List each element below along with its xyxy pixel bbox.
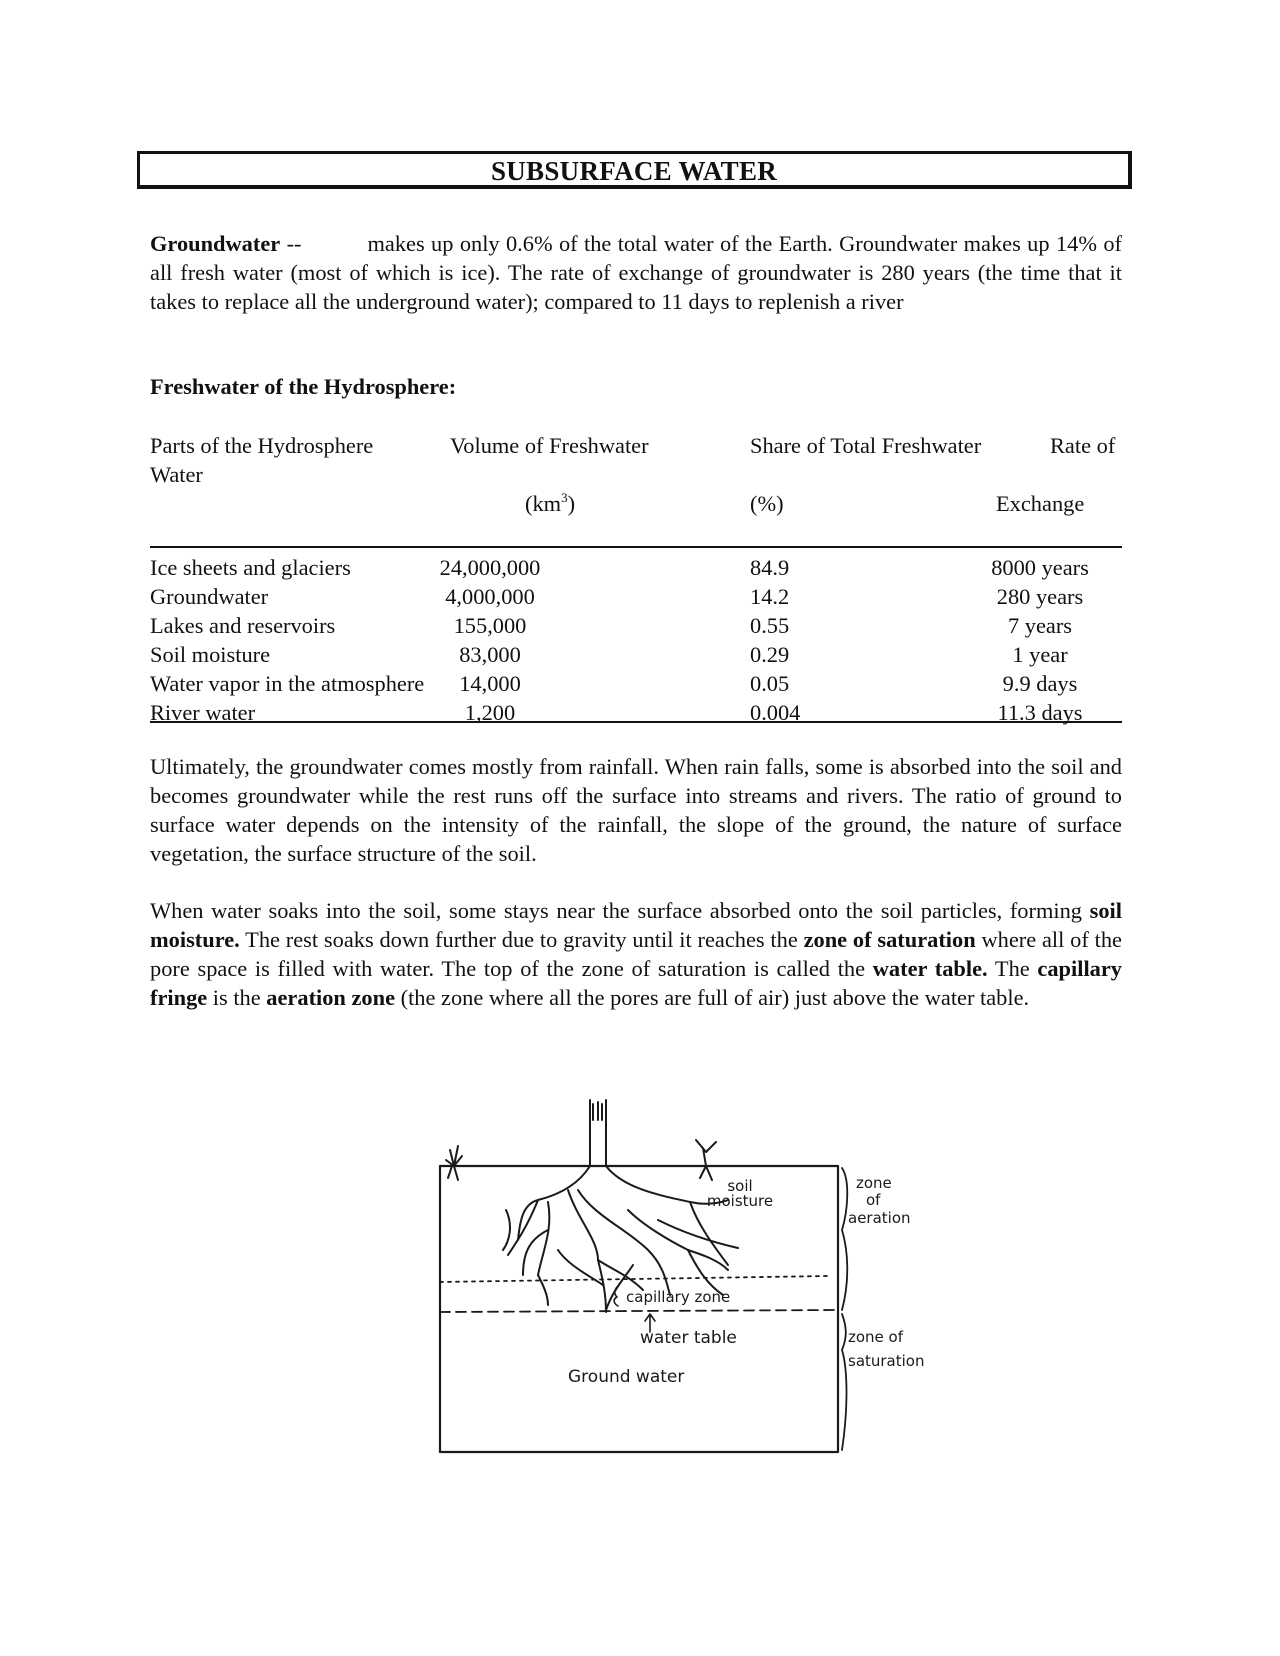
rainfall-paragraph: Ultimately, the groundwater comes mostly from rainfall. When rain falls, some is absorbed into the soil and becomes groundwater while the rest runs off the surface into streams and rivers. The ratio of ground to surface water depends on the intensity of the rainfall, the slope of the ground, the nature of surface vegetation, the surface structure of the soil.: [150, 754, 1122, 866]
cell-share: 0.29: [750, 642, 790, 667]
page-title: SUBSURFACE WATER: [490, 156, 778, 186]
term-soil-moisture: soil moisture.: [150, 898, 1122, 952]
header-water: Water: [150, 462, 203, 487]
term-water-table: water table.: [872, 956, 988, 981]
cell-share: 0.55: [750, 613, 790, 638]
label-moisture: moisture: [706, 1192, 774, 1210]
header-volume: Volume of Freshwater: [450, 433, 649, 458]
label-groundwater: Ground water: [568, 1367, 685, 1387]
table-row: Ice sheets and glaciers 24,000,000 84.9 8000 years: [150, 555, 1089, 580]
intro-paragraph: [150, 229, 1122, 316]
label-of: of: [866, 1191, 881, 1209]
groundwater-diagram: [428, 1090, 948, 1460]
header-exchange: Exchange: [996, 491, 1085, 516]
header-share-unit: (%): [750, 491, 784, 516]
label-zone: zone: [856, 1174, 892, 1192]
header-share: Share of Total Freshwater: [750, 433, 982, 458]
cell-part: Water vapor in the atmosphere: [150, 671, 425, 696]
cell-share: 0.05: [750, 671, 790, 696]
intro-term: Groundwater: [150, 231, 281, 256]
table-row: Groundwater 4,000,000 14.2 280 years: [150, 584, 1084, 609]
cell-part: River water: [150, 700, 256, 725]
header-parts: Parts of the Hydrosphere: [150, 433, 374, 458]
term-zone-of-saturation: zone of saturation: [803, 927, 976, 952]
cell-part: Groundwater: [150, 584, 269, 609]
table-heading: Freshwater of the Hydrosphere:: [150, 374, 457, 399]
title-box: [137, 151, 1132, 189]
table-row: Soil moisture 83,000 0.29 1 year: [150, 642, 1068, 667]
label-soil: soil: [727, 1177, 753, 1195]
cell-part: Soil moisture: [150, 642, 271, 667]
cell-part: Lakes and reservoirs: [150, 613, 336, 638]
table-row: Water vapor in the atmosphere 14,000 0.05 9.9 days: [150, 671, 1078, 696]
term-aeration-zone: aeration zone: [266, 985, 396, 1010]
label-zone-of: zone of: [848, 1328, 904, 1346]
intro-text: makes up only 0.6% of the total water of the Earth. Groundwater makes up 14% of all fresh water (most of which is ice). The rate of exchange of groundwater is 280 years (the time that it takes to replace all the underground water); compared to 11 days to replenish a river: [150, 231, 1122, 314]
table-row: River water 1,200 0.004 11.3 days: [150, 700, 1083, 725]
header-rate: Rate of: [1050, 433, 1116, 458]
header-volume-unit: $(km^3)$: [525, 490, 576, 516]
cell-part: Ice sheets and glaciers: [150, 555, 351, 580]
table-row: Lakes and reservoirs 155,000 0.55 7 years: [150, 613, 1073, 638]
soil-paragraph: When water soaks into the soil, some stays near the surface absorbed onto the soil particles, forming soil moisture. The rest soaks down further due to gravity until it reaches the zone of saturation where all of the pore space is filled with water. The top of the zone of saturation is called the water table. The capillary fringe is the aeration zone (the zone where all the pores are full of air) just above the water table.: [150, 898, 1122, 1010]
label-saturation: saturation: [848, 1352, 925, 1370]
cell-share: 84.9: [750, 555, 790, 580]
label-capillary-zone: capillary zone: [626, 1288, 731, 1306]
table-bottom-rule: [150, 721, 1122, 723]
term-capillary-fringe: capillary fringe: [150, 956, 1122, 1010]
label-water-table: water table: [640, 1328, 737, 1348]
ground-box: [440, 1166, 838, 1452]
label-aeration: aeration: [848, 1209, 911, 1227]
cell-share: 14.2: [750, 584, 790, 609]
table-top-rule: [150, 546, 1122, 548]
intro-dash: --: [286, 231, 302, 256]
cell-share: 0.004: [750, 700, 801, 725]
